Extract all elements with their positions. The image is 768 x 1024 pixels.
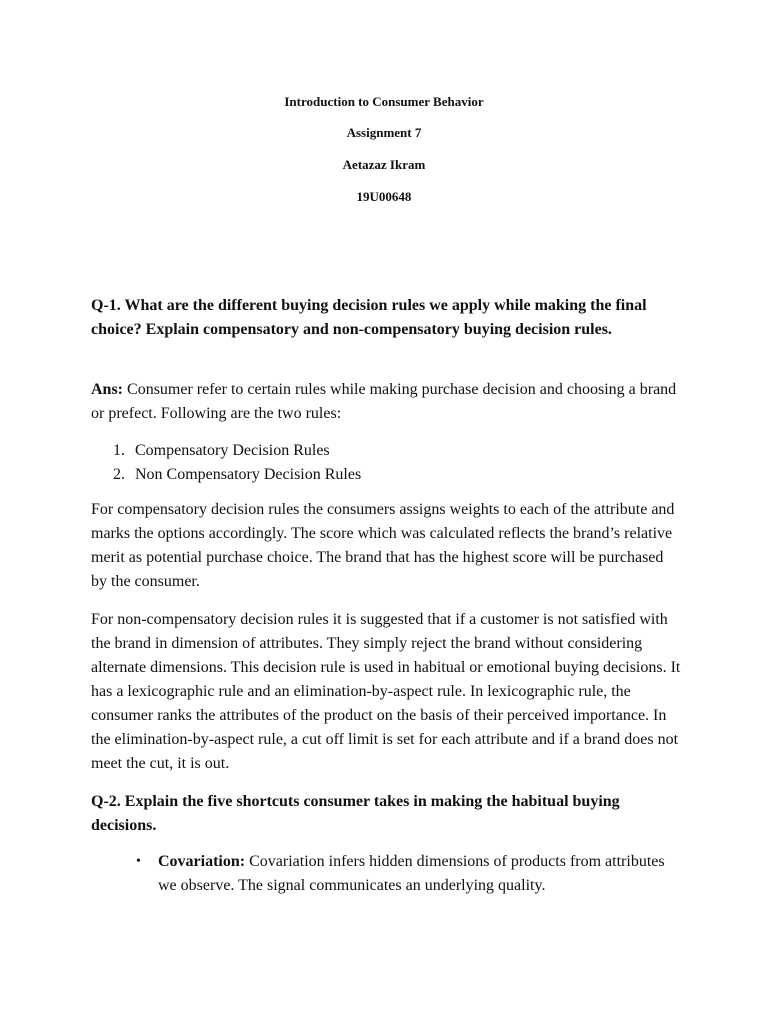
list-item bbox=[91, 439, 681, 463]
answer-intro-text: Consumer refer to certain rules while making purchase decision and choosing a brand or prefect. Following are the two rules: bbox=[91, 381, 677, 422]
list-number: 1. bbox=[113, 442, 125, 459]
shortcuts-list bbox=[136, 850, 681, 898]
list-item bbox=[136, 850, 681, 898]
bullet-icon: • bbox=[136, 854, 141, 869]
list-item bbox=[91, 463, 681, 487]
paragraph-non-compensatory: For non-compensatory decision rules it is suggested that if a customer is not satisfied with the brand in dimension of attributes. They simply reject the brand without considering alternate dimensions. This decision rule is used in habitual or emotional buying decisions. It has a lexicographic rule and an elimination-by-aspect rule. In lexicographic rule, the consumer ranks the attributes of the product on the basis of their perceived importance. In the elimination-by-aspect rule, a cut off limit is set for each attribute and if a brand does not meet the cut, it is out. bbox=[91, 611, 681, 772]
question-1: Q-1. What are the different buying decision rules we apply while making the final choice? Explain compensatory and non-compensatory buying decision rules. bbox=[91, 297, 647, 338]
bullet-text: Covariation infers hidden dimensions of products from attributes we observe. The signal communicates an underlying quality. bbox=[158, 853, 665, 894]
list-item-text: Non Compensatory Decision Rules bbox=[135, 466, 362, 483]
course-title: Introduction to Consumer Behavior bbox=[284, 94, 484, 109]
list-number: 2. bbox=[113, 466, 125, 483]
assignment-title: Assignment 7 bbox=[346, 125, 422, 140]
question-2: Q-2. Explain the five shortcuts consumer takes in making the habitual buying decisions. bbox=[91, 793, 620, 834]
answer-label: Ans: bbox=[91, 381, 124, 398]
list-item-text: Compensatory Decision Rules bbox=[135, 442, 330, 459]
bullet-term: Covariation: bbox=[158, 853, 246, 870]
rules-list bbox=[91, 439, 681, 487]
student-id: 19U00648 bbox=[356, 189, 412, 204]
paragraph-compensatory: For compensatory decision rules the consumers assigns weights to each of the attribute and marks the options accordingly. The score which was calculated reflects the brand’s relative merit as potential purchase choice. The brand that has the highest score will be purchased by the consumer. bbox=[91, 501, 675, 590]
author-name: Aetazaz Ikram bbox=[342, 157, 426, 172]
answer-1-intro bbox=[91, 378, 681, 426]
